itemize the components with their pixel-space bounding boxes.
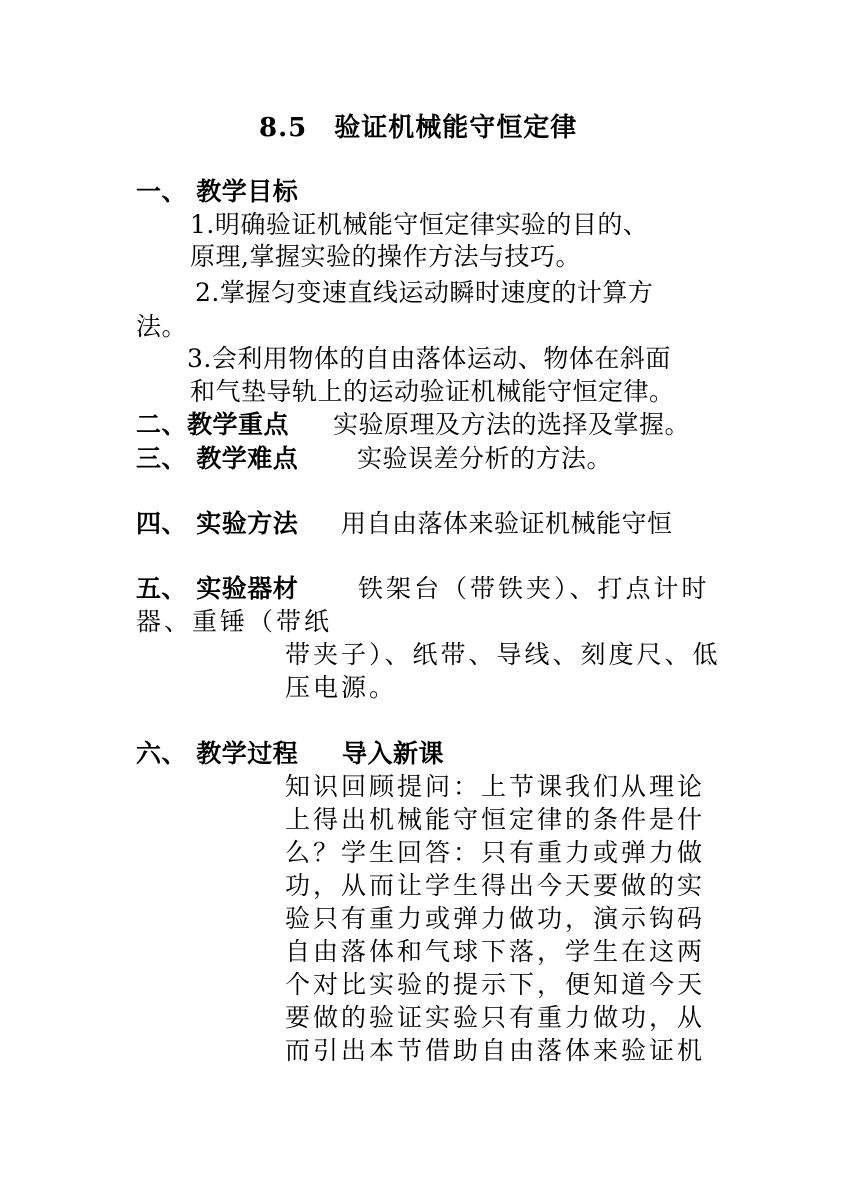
process-line-4: 功，从而让学生得出今天要做的实 [285, 871, 706, 900]
page-title: 8.5 验证机械能守恒定律 [259, 113, 578, 143]
objective-line-5: 3.会利用物体的自由落体运动、物体在斜面 [187, 344, 671, 373]
objective-line-3: 2.掌握匀变速直线运动瞬时速度的计算方 [195, 278, 654, 307]
difficulties-heading: 三、 教学难点 [136, 444, 299, 473]
method-heading: 四、 实验方法 [136, 509, 299, 538]
process-line-5: 验只有重力或弹力做功，演示钩码 [285, 904, 706, 933]
objective-line-2: 原理,掌握实验的操作方法与技巧。 [190, 242, 581, 271]
equipment-line-1: 铁架台（带铁夹）、打点计时 [358, 574, 710, 603]
difficulties-text: 实验误差分析的方法。 [357, 444, 613, 473]
key-points-text: 实验原理及方法的选择及掌握。 [333, 410, 691, 439]
process-line-8: 要做的验证实验只有重力做功，从 [285, 1003, 706, 1032]
objective-line-4: 法。 [136, 312, 188, 341]
process-line-1: 知识回顾提问：上节课我们从理论 [285, 772, 706, 801]
process-subheading: 导入新课 [342, 739, 445, 768]
equipment-line-3: 带夹子）、纸带、导线、刻度尺、低 [285, 640, 721, 669]
process-line-3: 么？学生回答：只有重力或弹力做 [285, 838, 706, 867]
key-points-heading: 二、教学重点 [136, 410, 290, 439]
process-line-2: 上得出机械能守恒定律的条件是什 [285, 805, 706, 834]
objective-line-1: 1.明确验证机械能守恒定律实验的目的、 [190, 210, 649, 239]
process-heading: 六、 教学过程 [136, 739, 299, 768]
process-line-6: 自由落体和气球下落，学生在这两 [285, 937, 706, 966]
equipment-line-2: 器、重锤（带纸 [136, 607, 333, 636]
process-line-9: 而引出本节借助自由落体来验证机 [285, 1036, 706, 1065]
objective-line-6: 和气垫导轨上的运动验证机械能守恒定律。 [190, 377, 675, 406]
process-line-7: 个对比实验的提示下，便知道今天 [285, 970, 706, 999]
method-text: 用自由落体来验证机械能守恒 [341, 509, 673, 538]
equipment-line-4: 压电源。 [285, 673, 398, 702]
equipment-heading: 五、 实验器材 [136, 574, 299, 603]
objectives-heading: 一、 教学目标 [136, 177, 299, 206]
